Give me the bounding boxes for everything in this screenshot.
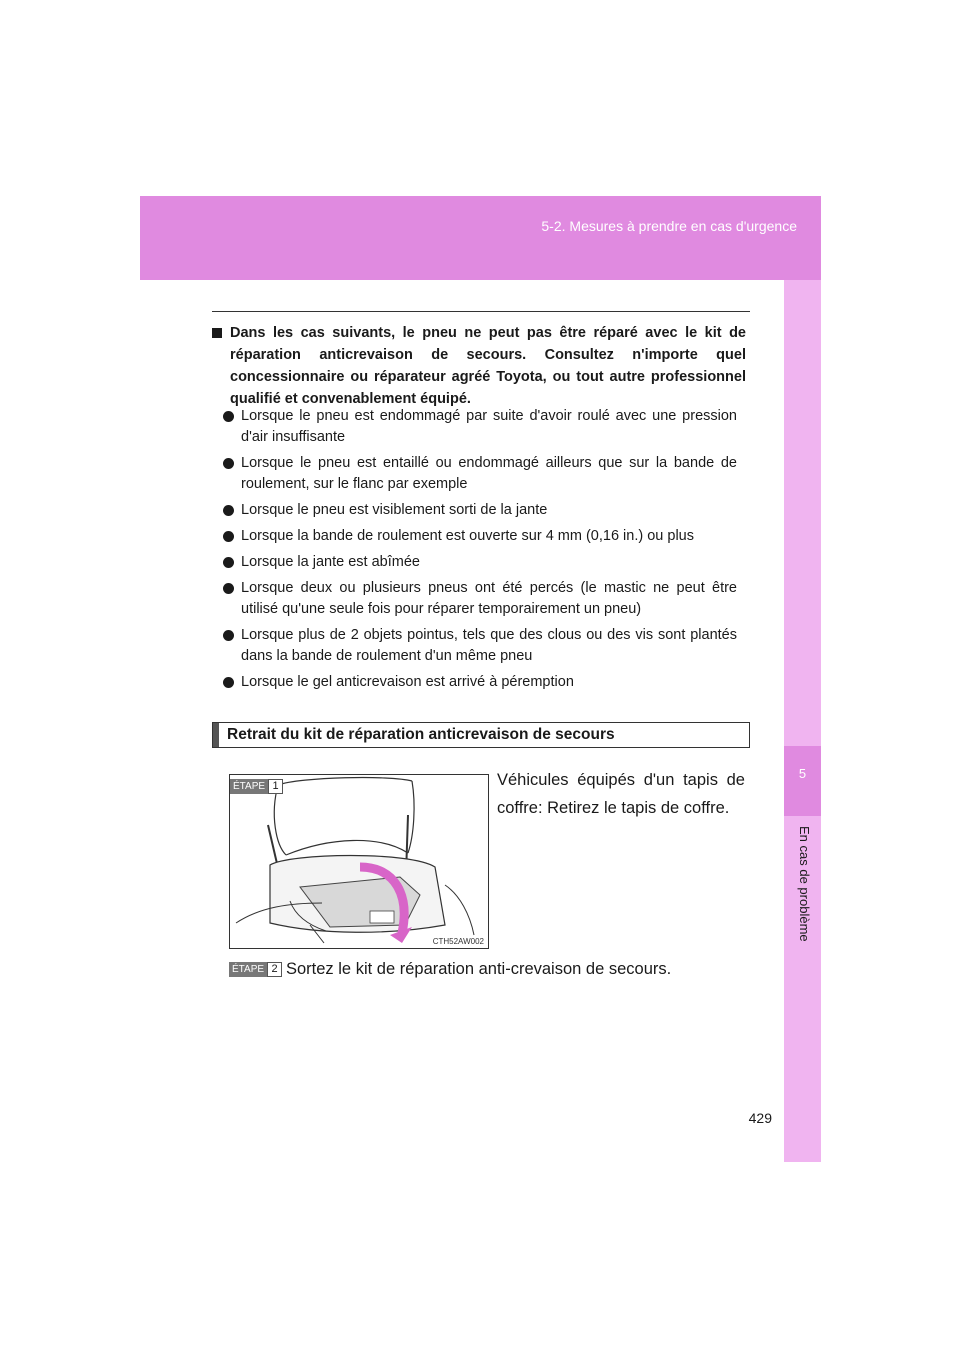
bullet-icon — [223, 531, 234, 542]
chapter-number: 5 — [798, 766, 807, 781]
trunk-drawing — [230, 775, 488, 948]
step-2-badge: ÉTAPE 2 — [229, 962, 282, 977]
square-bullet-icon — [212, 328, 222, 338]
bullet-icon — [223, 583, 234, 594]
step-1-text: Véhicules équipés d'un tapis de coffre: Retirez le tapis de coffre. — [497, 771, 745, 817]
bullet-icon — [223, 557, 234, 568]
chapter-label: En cas de problème — [797, 826, 812, 942]
list-item: Lorsque le gel anticrevaison est arrivé à péremption — [223, 672, 737, 693]
list-item: Lorsque la bande de roulement est ouverte sur 4 mm (0,16 in.) ou plus — [223, 526, 737, 547]
section-title: Retrait du kit de réparation anticrevaison de secours — [227, 726, 615, 743]
section-heading: 5-2. Mesures à prendre en cas d'urgence — [541, 218, 797, 234]
section-header — [212, 722, 750, 748]
bullet-icon — [223, 411, 234, 422]
trunk-illustration — [229, 774, 489, 949]
bullet-icon — [223, 458, 234, 469]
divider — [212, 311, 750, 312]
bullet-icon — [223, 505, 234, 516]
header-band — [140, 196, 821, 280]
page-number: 429 — [748, 1110, 772, 1126]
bullet-list — [223, 406, 737, 698]
figure-code: CTH52AW002 — [432, 937, 484, 946]
list-item: Lorsque le pneu est endommagé par suite d'avoir roulé avec une pression d'air insuffisante — [223, 406, 737, 448]
list-item: Lorsque la jante est abîmée — [223, 552, 737, 573]
step-2-text: Sortez le kit de réparation anti-crevaison de secours. — [286, 960, 672, 978]
chapter-tab-marker — [784, 746, 821, 816]
step-1-badge: ÉTAPE 1 — [230, 779, 283, 794]
bullet-icon — [223, 630, 234, 641]
bullet-icon — [223, 677, 234, 688]
intro-text: Dans les cas suivants, le pneu ne peut pas être réparé avec le kit de réparation anticrevaison de secours. Consultez n'importe quel concessionnaire ou réparateur agréé Toyota, ou tout autre professionnel qualifié et convenablement équipé. — [230, 325, 746, 407]
list-item: Lorsque deux ou plusieurs pneus ont été percés (le mastic ne peut être utilisé qu'une seule fois pour réparer temporairement un pneu) — [223, 578, 737, 620]
section-bar — [213, 723, 219, 747]
intro-paragraph — [212, 322, 746, 410]
list-item: Lorsque le pneu est entaillé ou endommagé ailleurs que sur la bande de roulement, sur le flanc par exemple — [223, 453, 737, 495]
list-item: Lorsque le pneu est visiblement sorti de la jante — [223, 500, 737, 521]
list-item: Lorsque plus de 2 objets pointus, tels que des clous ou des vis sont plantés dans la bande de roulement d'un même pneu — [223, 625, 737, 667]
chapter-tab — [784, 280, 821, 1162]
